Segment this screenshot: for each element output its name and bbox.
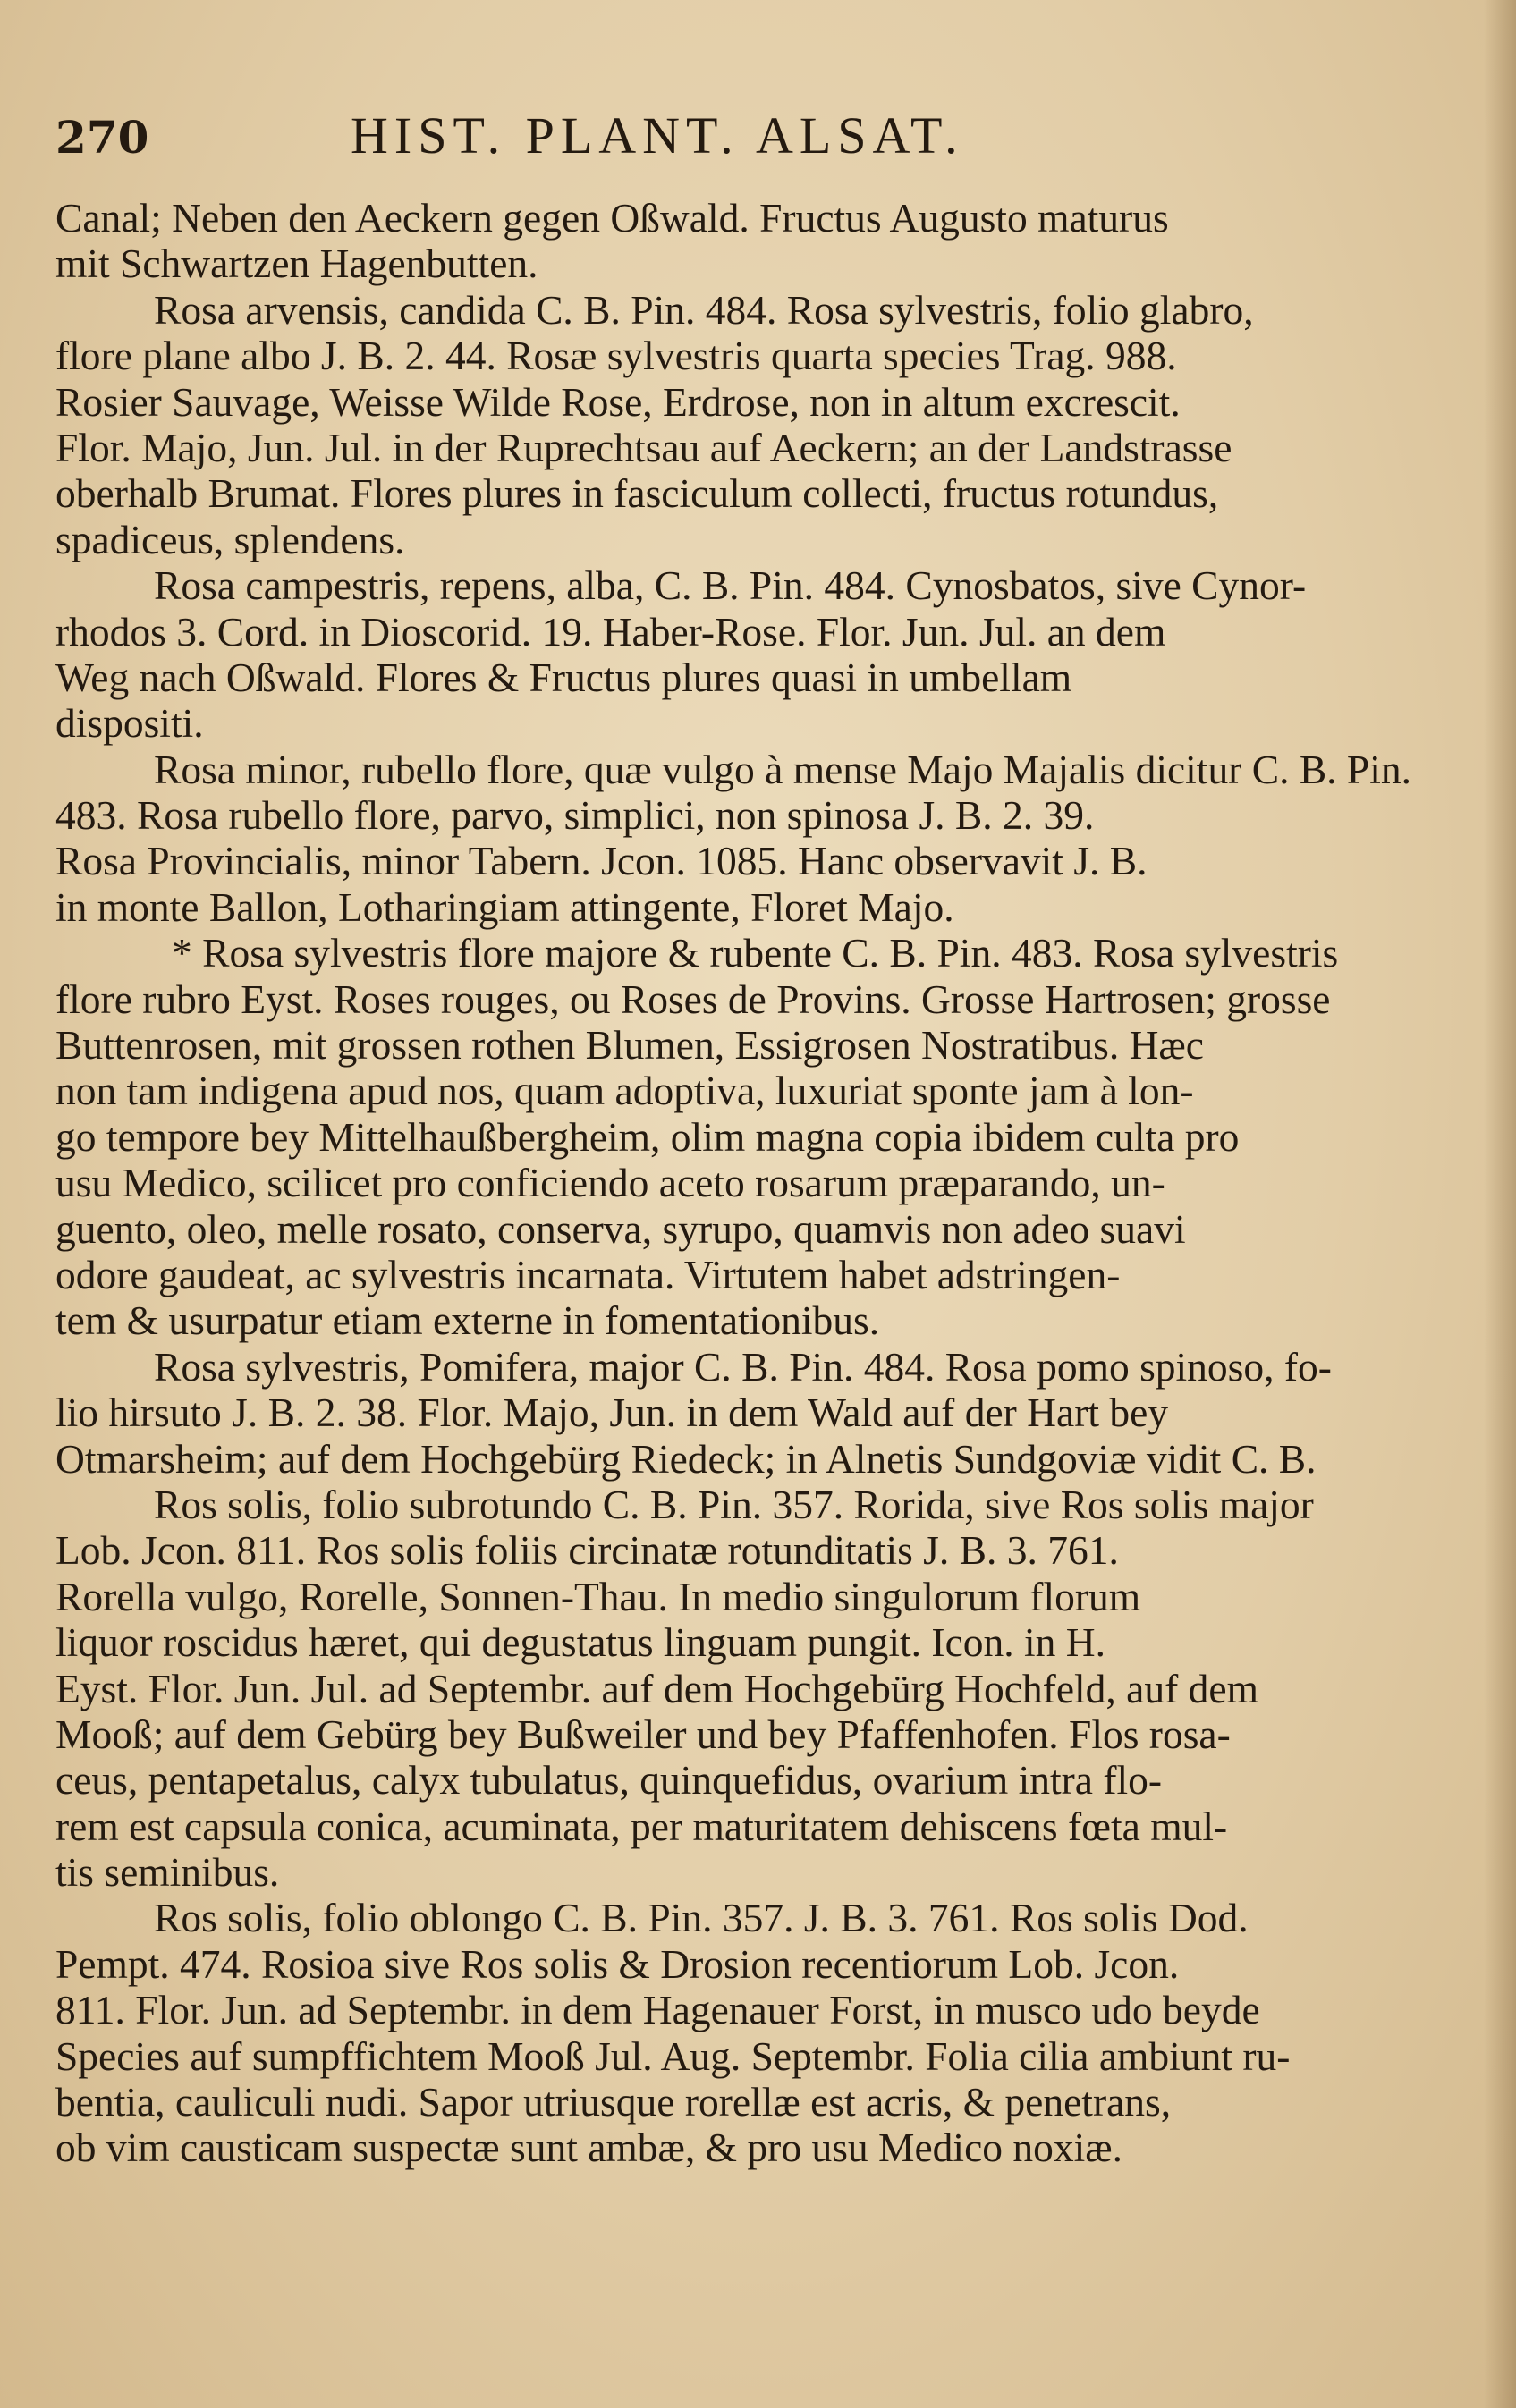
text-line: rhodos 3. Cord. in Dioscorid. 19. Haber-Rose. Flor. Jun. Jul. an dem (55, 608, 1166, 655)
text-line: guento, oleo, melle rosato, conserva, syrupo, quamvis non adeo suavi (55, 1205, 1186, 1252)
text-line: Ros solis, folio oblongo C. B. Pin. 357. J. B. 3. 761. Ros solis Dod. (154, 1895, 1249, 1941)
text-line: dispositi. (55, 700, 204, 747)
text-line: Pempt. 474. Rosioa sive Ros solis & Drosion recentiorum Lob. Jcon. (55, 1940, 1180, 1987)
running-head: HIST. PLANT. ALSAT. (351, 106, 964, 165)
page-header (55, 106, 1436, 195)
text-line: 483. Rosa rubello flore, parvo, simplici, non spinosa J. B. 2. 39. (55, 792, 1095, 839)
text-line: Lob. Jcon. 811. Ros solis foliis circinatæ rotunditatis J. B. 3. 761. (55, 1527, 1119, 1574)
text-line: in monte Ballon, Lotharingiam attingente, Floret Majo. (55, 883, 954, 930)
text-line: Canal; Neben den Aeckern gegen Oßwald. Fructus Augusto maturus (55, 195, 1169, 241)
text-line: flore rubro Eyst. Roses rouges, ou Roses de Provins. Grosse Hartrosen; grosse (55, 976, 1331, 1022)
text-line: Buttenrosen, mit grossen rothen Blumen, Essigrosen Nostratibus. Hæc (55, 1022, 1204, 1069)
text-line: Flor. Majo, Jun. Jul. in der Ruprechtsau auf Aeckern; an der Landstrasse (55, 424, 1232, 470)
text-line: Rosa sylvestris, Pomifera, major C. B. Pin. 484. Rosa pomo spinoso, fo- (154, 1343, 1332, 1390)
text-line: Mooß; auf dem Gebürg bey Bußweiler und bey Pfaffenhofen. Flos rosa- (55, 1711, 1231, 1757)
text-line: ob vim causticam suspectæ sunt ambæ, & pro usu Medico noxiæ. (55, 2125, 1122, 2171)
text-line: bentia, cauliculi nudi. Sapor utriusque rorellæ est acris, & penetrans, (55, 2079, 1172, 2125)
text-line: * Rosa sylvestris flore majore & rubente C. B. Pin. 483. Rosa sylvestris (172, 930, 1339, 976)
text-line: Ros solis, folio subrotundo C. B. Pin. 357. Rorida, sive Ros solis major (154, 1481, 1314, 1527)
page-number: 270 (55, 111, 149, 164)
text-line: flore plane albo J. B. 2. 44. Rosæ sylvestris quarta species Trag. 988. (55, 333, 1177, 379)
text-line: Eyst. Flor. Jun. Jul. ad Septembr. auf dem Hochgebürg Hochfeld, auf dem (55, 1665, 1258, 1711)
text-line: ceus, pentapetalus, calyx tubulatus, quinquefidus, ovarium intra flo- (55, 1757, 1163, 1804)
text-line: rem est capsula conica, acuminata, per maturitatem dehiscens fœta mul- (55, 1803, 1228, 1849)
text-line: Otmarsheim; auf dem Hochgebürg Riedeck; in Alnetis Sundgoviæ vidit C. B. (55, 1435, 1317, 1482)
text-line: Rosa Provincialis, minor Tabern. Jcon. 1085. Hanc observavit J. B. (55, 838, 1148, 884)
text-line: Rosa arvensis, candida C. B. Pin. 484. Rosa sylvestris, folio glabro, (154, 286, 1254, 333)
text-line: Species auf sumpffichtem Mooß Jul. Aug. Septembr. Folia cilia ambiunt ru- (55, 2032, 1291, 2079)
text-line: spadiceus, splendens. (55, 516, 405, 562)
body-text (55, 195, 1436, 2171)
text-line: Weg nach Oßwald. Flores & Fructus plures quasi in umbellam (55, 654, 1072, 700)
text-line: go tempore bey Mittelhaußbergheim, olim magna copia ibidem culta pro (55, 1113, 1240, 1160)
page-fold-shadow (1484, 0, 1516, 2408)
text-line: Rosa minor, rubello flore, quæ vulgo à mense Majo Majalis dicitur C. B. Pin. (154, 746, 1411, 792)
text-line: usu Medico, scilicet pro conficiendo aceto rosarum præparando, un- (55, 1160, 1165, 1206)
text-line: tis seminibus. (55, 1849, 280, 1896)
text-line: 811. Flor. Jun. ad Septembr. in dem Hagenauer Forst, in musco udo beyde (55, 1987, 1260, 2033)
text-line: non tam indigena apud nos, quam adoptiva, luxuriat sponte jam à lon- (55, 1068, 1194, 1114)
text-line: tem & usurpatur etiam externe in fomentationibus. (55, 1297, 880, 1344)
text-line: Rorella vulgo, Rorelle, Sonnen-Thau. In medio singulorum florum (55, 1573, 1141, 1619)
text-line: odore gaudeat, ac sylvestris incarnata. Virtutem habet adstringen- (55, 1251, 1121, 1297)
text-line: Rosier Sauvage, Weisse Wilde Rose, Erdrose, non in altum excrescit. (55, 378, 1181, 425)
text-line: oberhalb Brumat. Flores plures in fasciculum collecti, fructus rotundus, (55, 470, 1219, 517)
text-line: liquor roscidus hæret, qui degustatus linguam pungit. Icon. in H. (55, 1619, 1106, 1666)
text-line: Rosa campestris, repens, alba, C. B. Pin. 484. Cynosbatos, sive Cynor- (154, 562, 1307, 609)
text-line: mit Schwartzen Hagenbutten. (55, 241, 538, 287)
text-line: lio hirsuto J. B. 2. 38. Flor. Majo, Jun. in dem Wald auf der Hart bey (55, 1390, 1169, 1436)
